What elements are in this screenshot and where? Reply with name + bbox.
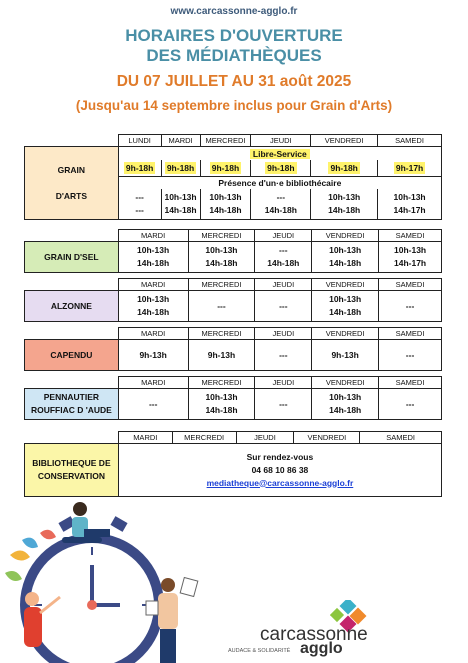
grain-sel-samedi: 10h-13h 14h-17h bbox=[379, 242, 442, 273]
conservation-info bbox=[118, 444, 441, 497]
person-head bbox=[25, 592, 39, 606]
day-mercredi: MERCREDI bbox=[188, 377, 255, 389]
pennautier-label: PENNAUTIER ROUFFIAC D 'AUDE bbox=[25, 389, 119, 420]
grain-sel-vendredi: 10h-13h 14h-18h bbox=[312, 242, 379, 273]
day-mercredi: MERCREDI bbox=[200, 135, 251, 147]
grain-arts-note: (Jusqu'au 14 septembre inclus pour Grain d'Arts) bbox=[75, 98, 393, 113]
ls-hours-lundi: 9h-18h bbox=[125, 163, 154, 173]
grain-arts-name2: D'ARTS bbox=[55, 191, 87, 201]
person-head bbox=[73, 502, 87, 516]
alzonne-mercredi: --- bbox=[188, 291, 255, 322]
day-mardi: MARDI bbox=[118, 377, 188, 389]
day-vendredi: VENDREDI bbox=[312, 279, 379, 291]
presence-vendredi: 10h-13h 14h-18h bbox=[311, 189, 378, 220]
pennautier-vendredi: 10h-13h 14h-18h bbox=[312, 389, 379, 420]
alzonne-vendredi: 10h-13h 14h-18h bbox=[312, 291, 379, 322]
title-line1: HORAIRES D'OUVERTURE bbox=[125, 26, 343, 45]
day-vendredi: VENDREDI bbox=[312, 377, 379, 389]
logo-line1: carcassonne bbox=[260, 624, 368, 645]
pennautier-mercredi: 10h-13h 14h-18h bbox=[188, 389, 255, 420]
logo-tagline: AUDACE & SOLIDARITÉ bbox=[228, 648, 291, 654]
pennautier-samedi: --- bbox=[379, 389, 442, 420]
day-mercredi: MERCREDI bbox=[188, 230, 255, 242]
grain-sel-mardi: 10h-13h 14h-18h bbox=[118, 242, 188, 273]
grain-sel-table bbox=[24, 229, 442, 273]
day-jeudi: JEUDI bbox=[255, 328, 312, 340]
ls-hours-mardi: 9h-18h bbox=[166, 163, 195, 173]
day-mardi: MARDI bbox=[118, 230, 188, 242]
pennautier-mardi: --- bbox=[118, 389, 188, 420]
leaf-icon bbox=[40, 530, 56, 539]
day-jeudi: JEUDI bbox=[236, 432, 294, 444]
day-jeudi: JEUDI bbox=[255, 279, 312, 291]
rdv-text: Sur rendez-vous bbox=[246, 451, 314, 462]
day-vendredi: VENDREDI bbox=[311, 135, 378, 147]
title-line2: DES MÉDIATHÈQUES bbox=[146, 46, 322, 65]
presence-mercredi: 10h-13h 14h-18h bbox=[200, 189, 251, 220]
day-mardi: MARDI bbox=[118, 328, 188, 340]
day-jeudi: JEUDI bbox=[255, 377, 312, 389]
capendu-label: CAPENDU bbox=[25, 340, 119, 371]
day-mercredi: MERCREDI bbox=[188, 279, 255, 291]
ls-hours-jeudi: 9h-18h bbox=[267, 163, 295, 173]
grain-arts-label bbox=[25, 147, 119, 220]
grain-arts-table bbox=[24, 134, 442, 220]
clock-people-illustration bbox=[0, 495, 230, 663]
grain-sel-label: GRAIN D'SEL bbox=[25, 242, 119, 273]
person-head bbox=[161, 578, 175, 592]
day-mardi: MARDI bbox=[161, 135, 200, 147]
alzonne-table bbox=[24, 278, 442, 322]
day-mardi: MARDI bbox=[118, 432, 172, 444]
grain-arts-name1: GRAIN bbox=[57, 165, 86, 175]
capendu-table bbox=[24, 327, 442, 371]
capendu-samedi: --- bbox=[379, 340, 442, 371]
pennautier-jeudi: --- bbox=[255, 389, 312, 420]
email-link[interactable]: mediatheque@carcassonne-agglo.fr bbox=[206, 477, 354, 488]
day-samedi: SAMEDI bbox=[379, 377, 442, 389]
presence-samedi: 10h-13h 14h-17h bbox=[378, 189, 442, 220]
leaf-icon bbox=[22, 538, 38, 548]
day-mardi: MARDI bbox=[118, 279, 188, 291]
day-jeudi: JEUDI bbox=[255, 230, 312, 242]
day-vendredi: VENDREDI bbox=[294, 432, 360, 444]
ls-hours-vendredi: 9h-18h bbox=[330, 163, 358, 173]
date-range: DU 07 JUILLET AU 31 août 2025 bbox=[116, 73, 352, 90]
day-vendredi: VENDREDI bbox=[312, 230, 379, 242]
day-samedi: SAMEDI bbox=[378, 135, 442, 147]
day-samedi: SAMEDI bbox=[379, 279, 442, 291]
alzonne-label: ALZONNE bbox=[25, 291, 119, 322]
day-vendredi: VENDREDI bbox=[312, 328, 379, 340]
presence-label: Présence d'un·e bibliothécaire bbox=[118, 177, 441, 190]
grain-sel-jeudi: --- 14h-18h bbox=[255, 242, 312, 273]
day-samedi: SAMEDI bbox=[379, 328, 442, 340]
logo-line2: agglo bbox=[300, 640, 343, 657]
presence-lundi: --- --- bbox=[118, 189, 161, 220]
alzonne-jeudi: --- bbox=[255, 291, 312, 322]
day-lundi: LUNDI bbox=[118, 135, 161, 147]
capendu-jeudi: --- bbox=[255, 340, 312, 371]
capendu-mercredi: 9h-13h bbox=[188, 340, 255, 371]
alzonne-samedi: --- bbox=[379, 291, 442, 322]
capendu-vendredi: 9h-13h bbox=[312, 340, 379, 371]
leaf-icon bbox=[10, 550, 30, 560]
day-samedi: SAMEDI bbox=[379, 230, 442, 242]
libre-service-label: Libre-Service bbox=[250, 149, 310, 159]
day-mercredi: MERCREDI bbox=[188, 328, 255, 340]
day-samedi: SAMEDI bbox=[360, 432, 442, 444]
pennautier-table bbox=[24, 376, 442, 420]
ls-hours-mercredi: 9h-18h bbox=[211, 163, 240, 173]
presence-mardi: 10h-13h 14h-18h bbox=[161, 189, 200, 220]
leaf-icon bbox=[5, 571, 22, 581]
website-url: www.carcassonne-agglo.fr bbox=[170, 6, 298, 17]
alzonne-mardi: 10h-13h 14h-18h bbox=[118, 291, 188, 322]
presence-jeudi: --- 14h-18h bbox=[251, 189, 311, 220]
capendu-mardi: 9h-13h bbox=[118, 340, 188, 371]
conservation-table bbox=[24, 431, 442, 497]
grain-sel-mercredi: 10h-13h 14h-18h bbox=[188, 242, 255, 273]
phone-text: 04 68 10 86 38 bbox=[251, 464, 309, 475]
conservation-label: BIBLIOTHEQUE DE CONSERVATION bbox=[25, 444, 119, 497]
day-mercredi: MERCREDI bbox=[172, 432, 236, 444]
ls-hours-samedi: 9h-17h bbox=[395, 163, 424, 173]
day-jeudi: JEUDI bbox=[251, 135, 311, 147]
